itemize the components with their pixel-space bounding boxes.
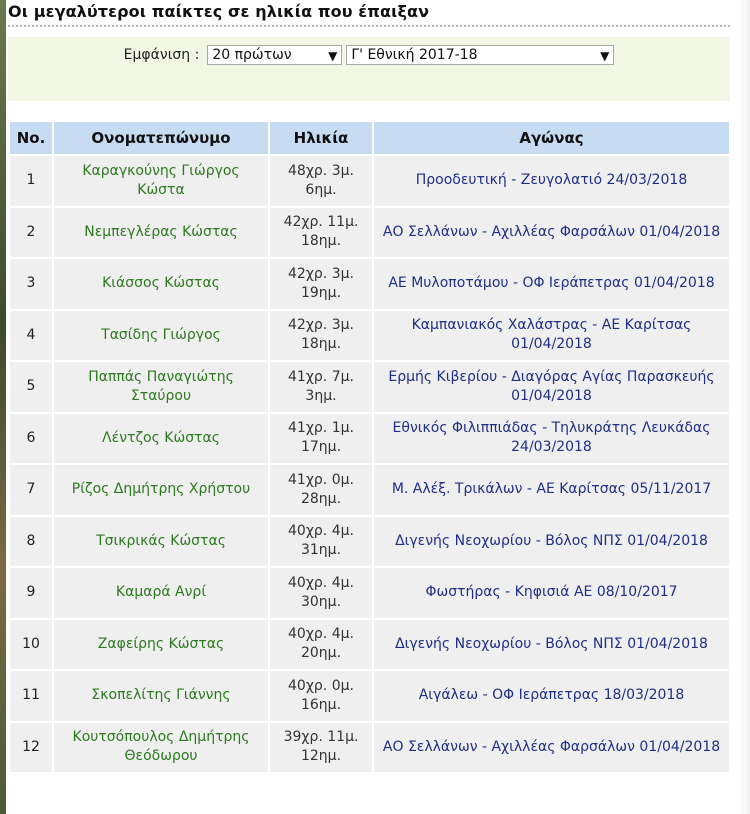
- table-row: [9, 258, 730, 310]
- player-name-link[interactable]: Κιάσσος Κώστας: [53, 258, 269, 310]
- match-link[interactable]: ΑΕ Μυλοποτάμου - ΟΦ Ιεράπετρας 01/04/2018: [373, 258, 730, 310]
- row-number: 3: [9, 258, 53, 310]
- row-number: 4: [9, 310, 53, 362]
- match-link[interactable]: Αιγάλεω - ΟΦ Ιεράπετρας 18/03/2018: [373, 670, 730, 722]
- match-link[interactable]: Διγενής Νεοχωρίου - Βόλος ΝΠΣ 01/04/2018: [373, 619, 730, 671]
- table-row: [9, 670, 730, 722]
- match-link[interactable]: ΑΟ Σελλάνων - Αχιλλέας Φαρσάλων 01/04/2018: [373, 722, 730, 774]
- header-match[interactable]: Αγώνας: [373, 121, 730, 155]
- match-link[interactable]: Φωστήρας - Κηφισιά ΑΕ 08/10/2017: [373, 567, 730, 619]
- season-select-value: Γ' Εθνική 2017-18: [351, 47, 478, 63]
- row-number: 6: [9, 413, 53, 465]
- match-link[interactable]: Μ. Αλέξ. Τρικάλων - ΑΕ Καρίτσας 05/11/2017: [373, 464, 730, 516]
- player-name-link[interactable]: Λέντζος Κώστας: [53, 413, 269, 465]
- background-edge-left: [0, 0, 6, 814]
- header-name[interactable]: Ονοματεπώνυμο: [53, 121, 269, 155]
- header-age[interactable]: Ηλικία: [269, 121, 373, 155]
- player-name-link[interactable]: Ζαφείρης Κώστας: [53, 619, 269, 671]
- title-divider: [8, 25, 730, 27]
- player-age: 40χρ. 4μ. 31ημ.: [269, 516, 373, 568]
- player-age: 41χρ. 1μ. 17ημ.: [269, 413, 373, 465]
- count-select-value: 20 πρώτων: [212, 47, 292, 63]
- player-name-link[interactable]: Καμαρά Ανρί: [53, 567, 269, 619]
- match-link[interactable]: Ερμής Κιβερίου - Διαγόρας Αγίας Παρασκευής 01/04/2018: [373, 361, 730, 413]
- player-name-link[interactable]: Τασίδης Γιώργος: [53, 310, 269, 362]
- table-row: [9, 516, 730, 568]
- player-age: 41χρ. 0μ. 28ημ.: [269, 464, 373, 516]
- match-link[interactable]: Διγενής Νεοχωρίου - Βόλος ΝΠΣ 01/04/2018: [373, 516, 730, 568]
- player-name-link[interactable]: Κουτσόπουλος Δημήτρης Θεόδωρου: [53, 722, 269, 774]
- player-age: 40χρ. 4μ. 30ημ.: [269, 567, 373, 619]
- filter-bar: [8, 37, 730, 101]
- filter-row: [8, 44, 730, 66]
- row-number: 7: [9, 464, 53, 516]
- page-title: Οι μεγαλύτεροι παίκτες σε ηλικία που έπαιξαν: [8, 2, 430, 21]
- count-select[interactable]: [207, 45, 342, 65]
- table-row: [9, 619, 730, 671]
- player-name-link[interactable]: Τσικρικάς Κώστας: [53, 516, 269, 568]
- match-link[interactable]: Καμπανιακός Χαλάστρας - ΑΕ Καρίτσας 01/04/2018: [373, 310, 730, 362]
- player-name-link[interactable]: Νεμπεγλέρας Κώστας: [53, 207, 269, 259]
- table-row: [9, 361, 730, 413]
- match-link[interactable]: ΑΟ Σελλάνων - Αχιλλέας Φαρσάλων 01/04/2018: [373, 207, 730, 259]
- dropdown-arrow-icon: ▼: [328, 49, 338, 63]
- table-row: [9, 310, 730, 362]
- row-number: 5: [9, 361, 53, 413]
- player-age: 42χρ. 3μ. 18ημ.: [269, 310, 373, 362]
- match-link[interactable]: Εθνικός Φιλιππιάδας - Τηλυκράτης Λευκάδας 24/03/2018: [373, 413, 730, 465]
- background-edge-right: [740, 0, 750, 814]
- player-age: 41χρ. 7μ. 3ημ.: [269, 361, 373, 413]
- player-age: 39χρ. 11μ. 12ημ.: [269, 722, 373, 774]
- header-number[interactable]: No.: [9, 121, 53, 155]
- row-number: 11: [9, 670, 53, 722]
- table-row: [9, 567, 730, 619]
- row-number: 8: [9, 516, 53, 568]
- table-row: [9, 413, 730, 465]
- player-name-link[interactable]: Παππάς Παναγιώτης Σταύρου: [53, 361, 269, 413]
- player-age: 42χρ. 3μ. 19ημ.: [269, 258, 373, 310]
- table-row: [9, 722, 730, 774]
- row-number: 1: [9, 155, 53, 207]
- player-age: 40χρ. 4μ. 20ημ.: [269, 619, 373, 671]
- player-age: 48χρ. 3μ. 6ημ.: [269, 155, 373, 207]
- dropdown-arrow-icon: ▼: [600, 49, 610, 63]
- table-row: [9, 207, 730, 259]
- table-row: [9, 464, 730, 516]
- player-name-link[interactable]: Σκοπελίτης Γιάννης: [53, 670, 269, 722]
- season-select[interactable]: [346, 45, 614, 65]
- match-link[interactable]: Προοδευτική - Ζευγολατιό 24/03/2018: [373, 155, 730, 207]
- player-age: 40χρ. 0μ. 16ημ.: [269, 670, 373, 722]
- row-number: 12: [9, 722, 53, 774]
- oldest-players-table: [8, 120, 731, 774]
- row-number: 2: [9, 207, 53, 259]
- table-row: [9, 155, 730, 207]
- player-name-link[interactable]: Ρίζος Δημήτρης Χρήστου: [53, 464, 269, 516]
- row-number: 10: [9, 619, 53, 671]
- player-age: 42χρ. 11μ. 18ημ.: [269, 207, 373, 259]
- player-name-link[interactable]: Καραγκούνης Γιώργος Κώστα: [53, 155, 269, 207]
- table-header-row: [9, 121, 730, 155]
- filter-label: Εμφάνιση :: [123, 47, 200, 63]
- row-number: 9: [9, 567, 53, 619]
